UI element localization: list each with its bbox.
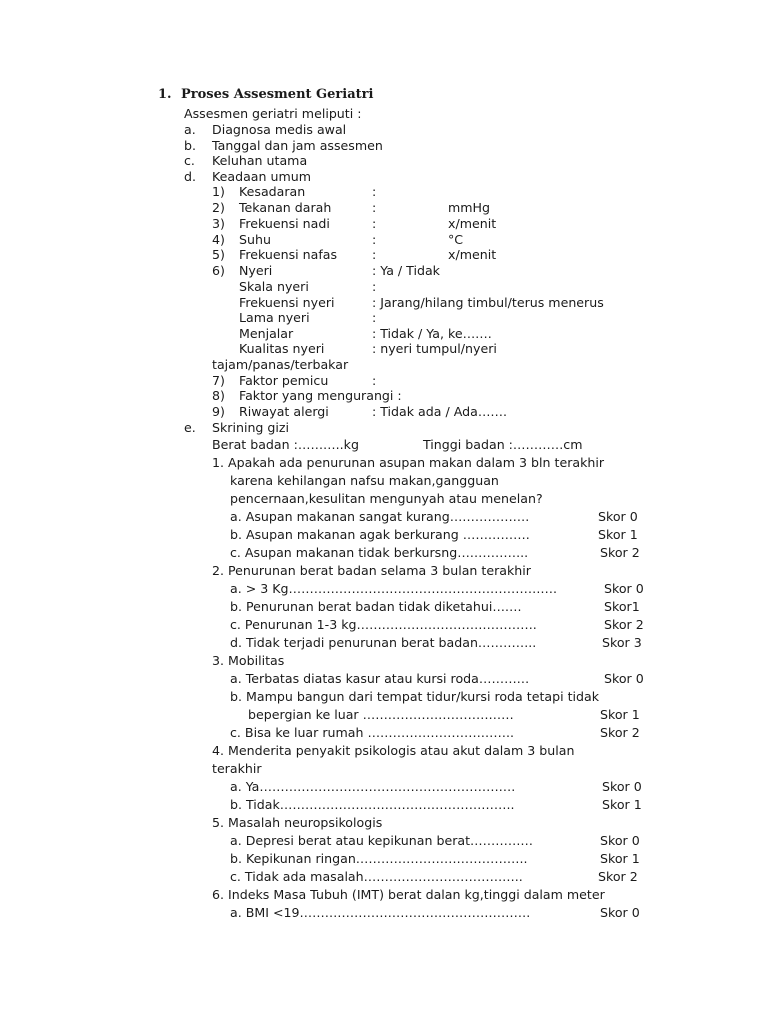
option-score: Skor 2 [598,869,638,884]
field-label: Frekuensi nadi [239,216,330,231]
option-score: Skor 2 [600,725,640,740]
sub-num: 2) [212,200,225,215]
option-text: b. Asupan makanan agak berkurang ……………. [230,527,530,542]
question-text: karena kehilangan nafsu makan,gangguan [230,473,499,488]
option-text: a. Depresi berat atau kepikunan berat…………… [230,833,534,848]
option-text: a. Ya……………………………………………………. [230,779,516,794]
item-text: Tanggal dan jam assesmen [212,138,383,153]
field-label: Nyeri [239,263,273,278]
sub-num: 3) [212,216,225,231]
option-score: Skor 0 [602,779,642,794]
option-text: a. Asupan makanan sangat kurang………………. [230,509,530,524]
field-unit: °C [448,232,464,247]
option-text: c. Penurunan 1-3 kg……………………………………. [230,617,537,632]
option-score: Skor 1 [600,851,640,866]
field-label: Kualitas nyeri [239,341,325,356]
field-label: Lama nyeri [239,310,310,325]
question-text: 4. Menderita penyakit psikologis atau akut dalam 3 bulan [212,743,575,758]
option-score: Skor 1 [598,527,638,542]
field-value: : Tidak ada / Ada……. [372,404,508,419]
field-value: : [372,373,377,388]
option-score: Skor 0 [600,905,640,920]
field-value: : [372,310,377,325]
field-value: : Ya / Tidak [372,263,440,278]
field-value: : nyeri tumpul/nyeri [372,341,497,356]
field-value: : [372,232,377,247]
option-text: a. Terbatas diatas kasur atau kursi roda………… [230,671,530,686]
field-label: Skala nyeri [239,279,309,294]
item-letter: b. [184,138,196,153]
option-score: Skor 0 [598,509,638,524]
field-label: Frekuensi nyeri [239,295,335,310]
question-text: terakhir [212,761,262,776]
field-value: : [372,184,377,199]
option-text: b. Kepikunan ringan………………………………….. [230,851,528,866]
field-unit: x/menit [448,247,497,262]
field-label: Suhu [239,232,271,247]
sub-num: 4) [212,232,225,247]
option-text: c. Bisa ke luar rumah …………………………….. [230,725,514,740]
item-letter: a. [184,122,196,137]
sub-num: 9) [212,404,225,419]
option-text: c. Tidak ada masalah……………………………….. [230,869,523,884]
item-text: Diagnosa medis awal [212,122,347,137]
sub-num: 6) [212,263,225,278]
item-letter: d. [184,169,196,184]
field-label: Tekanan darah [239,200,332,215]
option-text: d. Tidak terjadi penurunan berat badan………….. [230,635,537,650]
field-label: Riwayat alergi [239,404,329,419]
sub-num: 1) [212,184,225,199]
field-label: Faktor yang mengurangi : [239,388,402,403]
field-label: Menjalar [239,326,294,341]
sub-num: 5) [212,247,225,262]
field-label: Frekuensi nafas [239,247,338,262]
item-text: Keluhan utama [212,153,308,168]
field-value: : Tidak / Ya, ke……. [372,326,492,341]
field-value: : [372,279,377,294]
field-unit: x/menit [448,216,497,231]
sub-num: 7) [212,373,225,388]
field-value: : [372,216,377,231]
item-letter: c. [184,153,195,168]
field-label: Kesadaran [239,184,306,199]
option-text: a. BMI <19………………………………………………. [230,905,531,920]
option-text: bepergian ke luar ……………………………… [248,707,514,722]
tinggi-badan-field: Tinggi badan :…………cm [423,437,583,452]
page-title: Proses Assesment Geriatri [181,87,374,102]
berat-badan-field: Berat badan :………..kg [212,437,359,452]
item-letter: e. [184,420,196,435]
option-text: b. Tidak……………………………………………….. [230,797,515,812]
field-value-cont: tajam/panas/terbakar [212,357,349,372]
field-unit: mmHg [448,200,490,215]
option-score: Skor 2 [604,617,644,632]
intro-text: Assesmen geriatri meliputi : [184,106,362,121]
field-value: : [372,247,377,262]
option-score: Skor 0 [600,833,640,848]
option-text: b. Mampu bangun dari tempat tidur/kursi roda tetapi tidak [230,689,600,704]
section-number: 1. [158,87,172,102]
field-value: : [372,200,377,215]
option-score: Skor 0 [604,671,644,686]
question-text: 5. Masalah neuropsikologis [212,815,383,830]
option-text: c. Asupan makanan tidak berkursng…………….. [230,545,529,560]
question-text: 3. Mobilitas [212,653,285,668]
option-score: Skor 1 [600,707,640,722]
item-text: Keadaan umum [212,169,312,184]
option-score: Skor1 [604,599,640,614]
question-text: 6. Indeks Masa Tubuh (IMT) berat dalan kg,tinggi dalam meter [212,887,605,902]
option-score: Skor 0 [604,581,644,596]
section-heading: Skrining gizi [212,420,290,435]
field-value: : Jarang/hilang timbul/terus menerus [372,295,604,310]
option-text: b. Penurunan berat badan tidak diketahui……. [230,599,522,614]
question-text: 1. Apakah ada penurunan asupan makan dalam 3 bln terakhir [212,455,605,470]
option-score: Skor 2 [600,545,640,560]
sub-num: 8) [212,388,225,403]
question-text: pencernaan,kesulitan mengunyah atau menelan? [230,491,543,506]
option-text: a. > 3 Kg………………………………………………………. [230,581,558,596]
field-label: Faktor pemicu [239,373,329,388]
option-score: Skor 3 [602,635,642,650]
option-score: Skor 1 [602,797,642,812]
question-text: 2. Penurunan berat badan selama 3 bulan terakhir [212,563,531,578]
